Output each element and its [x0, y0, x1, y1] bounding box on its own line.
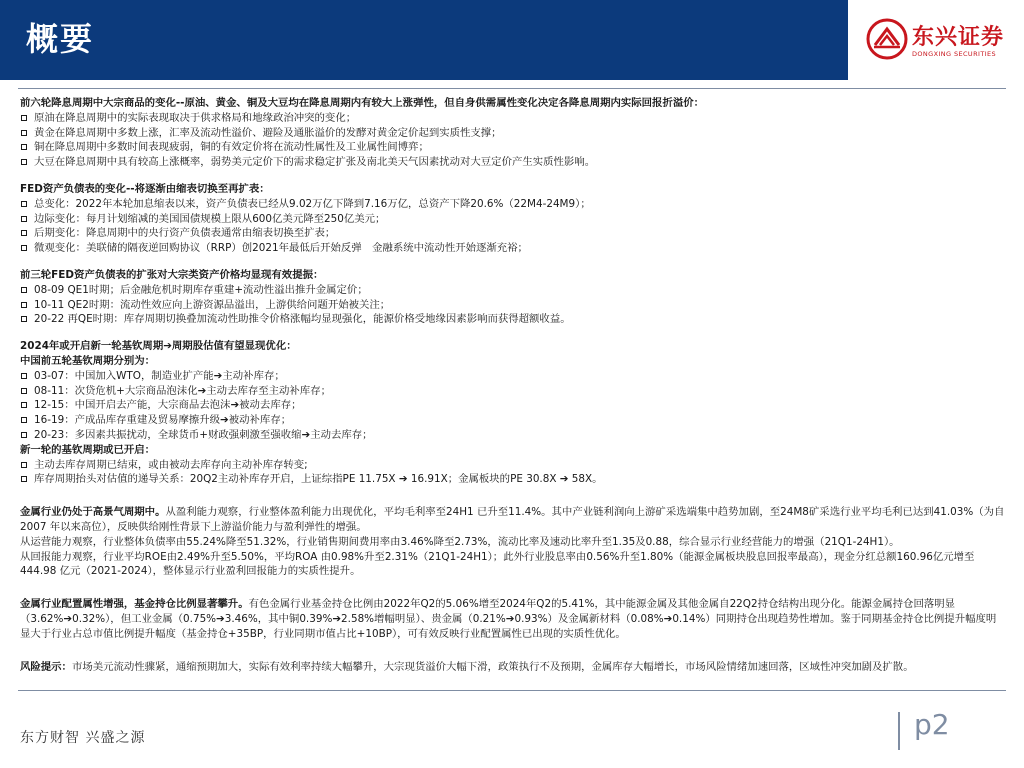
page-number: p2: [914, 708, 950, 741]
metal-industry-paragraph: [20, 505, 1006, 535]
paragraph-text: 有色金属行业基金持仓比例由2022年Q2的5.06%增至2024年Q2的5.41%，其中能源金属及其他金属自22Q2持仓结构出现分化。能源金属持仓回落明显（3.62%➔0.32%），但工业金属（0.75%➔3.46%，其中铜0.39%➔2.58%增幅明显）、贵金属（0.21%➔0.93%）及金属新材料（0.08%➔0.14%）同期持仓出现趋势性增加。鉴于同期基金持仓比例提升幅度明显大于行业占总市值比例提升幅度（基金持仓+35BP，行业同期市值占比+10BP），可有效反映行业配置属性已出现的实质性优化。: [20, 598, 997, 640]
risk-text: 市场美元流动性骤紧，通缩预期加大，实际有效利率持续大幅攀升，大宗现货溢价大幅下滑，政策执行不及预期，金属库存大幅增长，市场风险情绪加速回落，区域性冲突加剧及扩散。: [71, 660, 914, 673]
bullet-item: 03-07：中国加入WTO，制造业扩产能➔主动补库存；: [20, 369, 1006, 384]
section-subheading: 新一轮的基钦周期或已开启：: [20, 443, 156, 456]
bullet-item: 总变化：2022年本轮加息缩表以来，资产负债表已经从9.02万亿下降到7.16万亿，总资产下降20.6%（22M4-24M9）；: [20, 197, 1006, 212]
bullet-item: 后期变化：降息周期中的央行资产负债表通常由缩表切换至扩表；: [20, 226, 1006, 241]
return-paragraph: 从回报能力观察，行业平均ROE由2.49%升至5.50%，平均ROA 由0.98%升至2.31%（21Q1-24H1）；此外行业股息率由0.56%升至1.80%（能源金属板块股息回报率最高），现金分红总额160.96亿元增至444.98 亿元（2021-2024），整体显示行业盈利回报能力的实质性提升。: [20, 550, 975, 578]
section-subheading: 中国前五轮基钦周期分别为：: [20, 354, 156, 367]
bullet-item: 边际变化：每月计划缩减的美国国债规模上限从600亿美元降至250亿美元；: [20, 212, 1006, 227]
bullet-item: 主动去库存周期已结束，或由被动去库存向主动补库存转变;: [20, 458, 1006, 473]
bullet-item: 铜在降息周期中多数时间表现疲弱，铜的有效定价将在流动性属性及工业属性间博弈；: [20, 140, 1006, 155]
bullet-item: 12-15：中国开启去产能，大宗商品去泡沫➔被动去库存；: [20, 398, 1006, 413]
logo-emblem-icon: [866, 18, 908, 60]
logo-name-en: DONGXING SECURITIES: [912, 50, 997, 58]
section-heading: 前三轮FED资产负债表的扩张对大宗类资产价格均显现有效提振：: [20, 268, 324, 281]
risk-warning: [20, 660, 1006, 675]
footer-slogan: 东方财智 兴盛之源: [20, 730, 146, 746]
risk-label: 风险提示：: [20, 660, 72, 673]
page-separator: [898, 712, 900, 750]
bullet-item: 10-11 QE2时期：流动性效应向上游资源品溢出，上游供给问题开始被关注；: [20, 298, 1006, 313]
fund-holding-paragraph: [20, 597, 1006, 641]
operating-paragraph: 从运营能力观察，行业整体负债率由55.24%降至51.32%，行业销售期间费用率由3.46%降至2.73%，流动比率及速动比率升至1.35及0.88，综合显示行业经营能力的增强（21Q1-24H1）。: [20, 535, 900, 548]
section-heading: 前六轮降息周期中大宗商品的变化--原油、黄金、铜及大豆均在降息周期内有较大上涨弹性，但自身供需属性变化决定各降息周期内实际回报折溢价：: [20, 97, 705, 109]
logo-name-cn: 东兴证券: [912, 25, 1005, 50]
paragraph-lead: 金属行业配置属性增强，基金持仓比例显著攀升。: [20, 598, 249, 611]
title-bar: [0, 0, 848, 80]
bullet-item: 08-11：次贷危机+大宗商品泡沫化➔主动去库存至主动补库存；: [20, 384, 1006, 399]
bullet-item: 微观变化：美联储的隔夜逆回购协议（RRP）创2021年最低后开始反弹 金融系统中流动性开始逐渐充裕；: [20, 241, 1006, 256]
bottom-divider: [18, 690, 1006, 691]
bullet-item: 库存周期抬头对估值的递导关系：20Q2主动补库存开启，上证综指PE 11.75X ➔ 16.91X；金属板块的PE 30.8X ➔ 58X。: [20, 472, 1006, 487]
section-heading: 2024年或开启新一轮基钦周期➔周期股估值有望显现优化：: [20, 340, 297, 353]
page-title: 概要: [26, 20, 95, 58]
company-logo: [848, 0, 1024, 80]
bullet-item: 原油在降息周期中的实际表现取决于供求格局和地缘政治冲突的变化；: [20, 111, 1006, 126]
bullet-item: 20-22 再QE时期：库存周期切换叠加流动性助推令价格涨幅均显现强化，能源价格受地缘因素影响而获得超额收益。: [20, 312, 1006, 327]
bullet-item: 16-19：产成品库存重建及贸易摩擦升级➔被动补库存；: [20, 413, 1006, 428]
bullet-item: 大豆在降息周期中具有较高上涨概率，弱势美元定价下的需求稳定扩张及南北美天气因素扰动对大豆定价产生实质性影响。: [20, 155, 1006, 170]
top-divider: [18, 88, 1006, 89]
bullet-item: 08-09 QE1时期；后金融危机时期库存重建+流动性溢出推升金属定价；: [20, 283, 1006, 298]
bullet-item: 20-23：多因素共振扰动，全球货币+财政强刺激至强收缩➔主动去库存；: [20, 428, 1006, 443]
paragraph-text: 从盈利能力观察，行业整体盈利能力出现优化，平均毛利率至24H1 已升至11.4%。其中产业链利润向上游矿采选端集中趋势加剧，至24M8矿采选行业平均毛利已达到41.03%（为自2007 年以来高位），反映供给刚性背景下上游溢价能力与盈利弹性的增强。: [20, 506, 1005, 533]
paragraph-lead: 金属行业仍处于高景气周期中。: [20, 506, 166, 519]
bullet-item: 黄金在降息周期中多数上涨，汇率及流动性溢价、避险及通胀溢价的发酵对黄金定价起到实质性支撑；: [20, 126, 1006, 141]
summary-body: [20, 96, 1006, 674]
section-heading: FED资产负债表的变化--将逐渐由缩表切换至再扩表：: [20, 182, 270, 195]
